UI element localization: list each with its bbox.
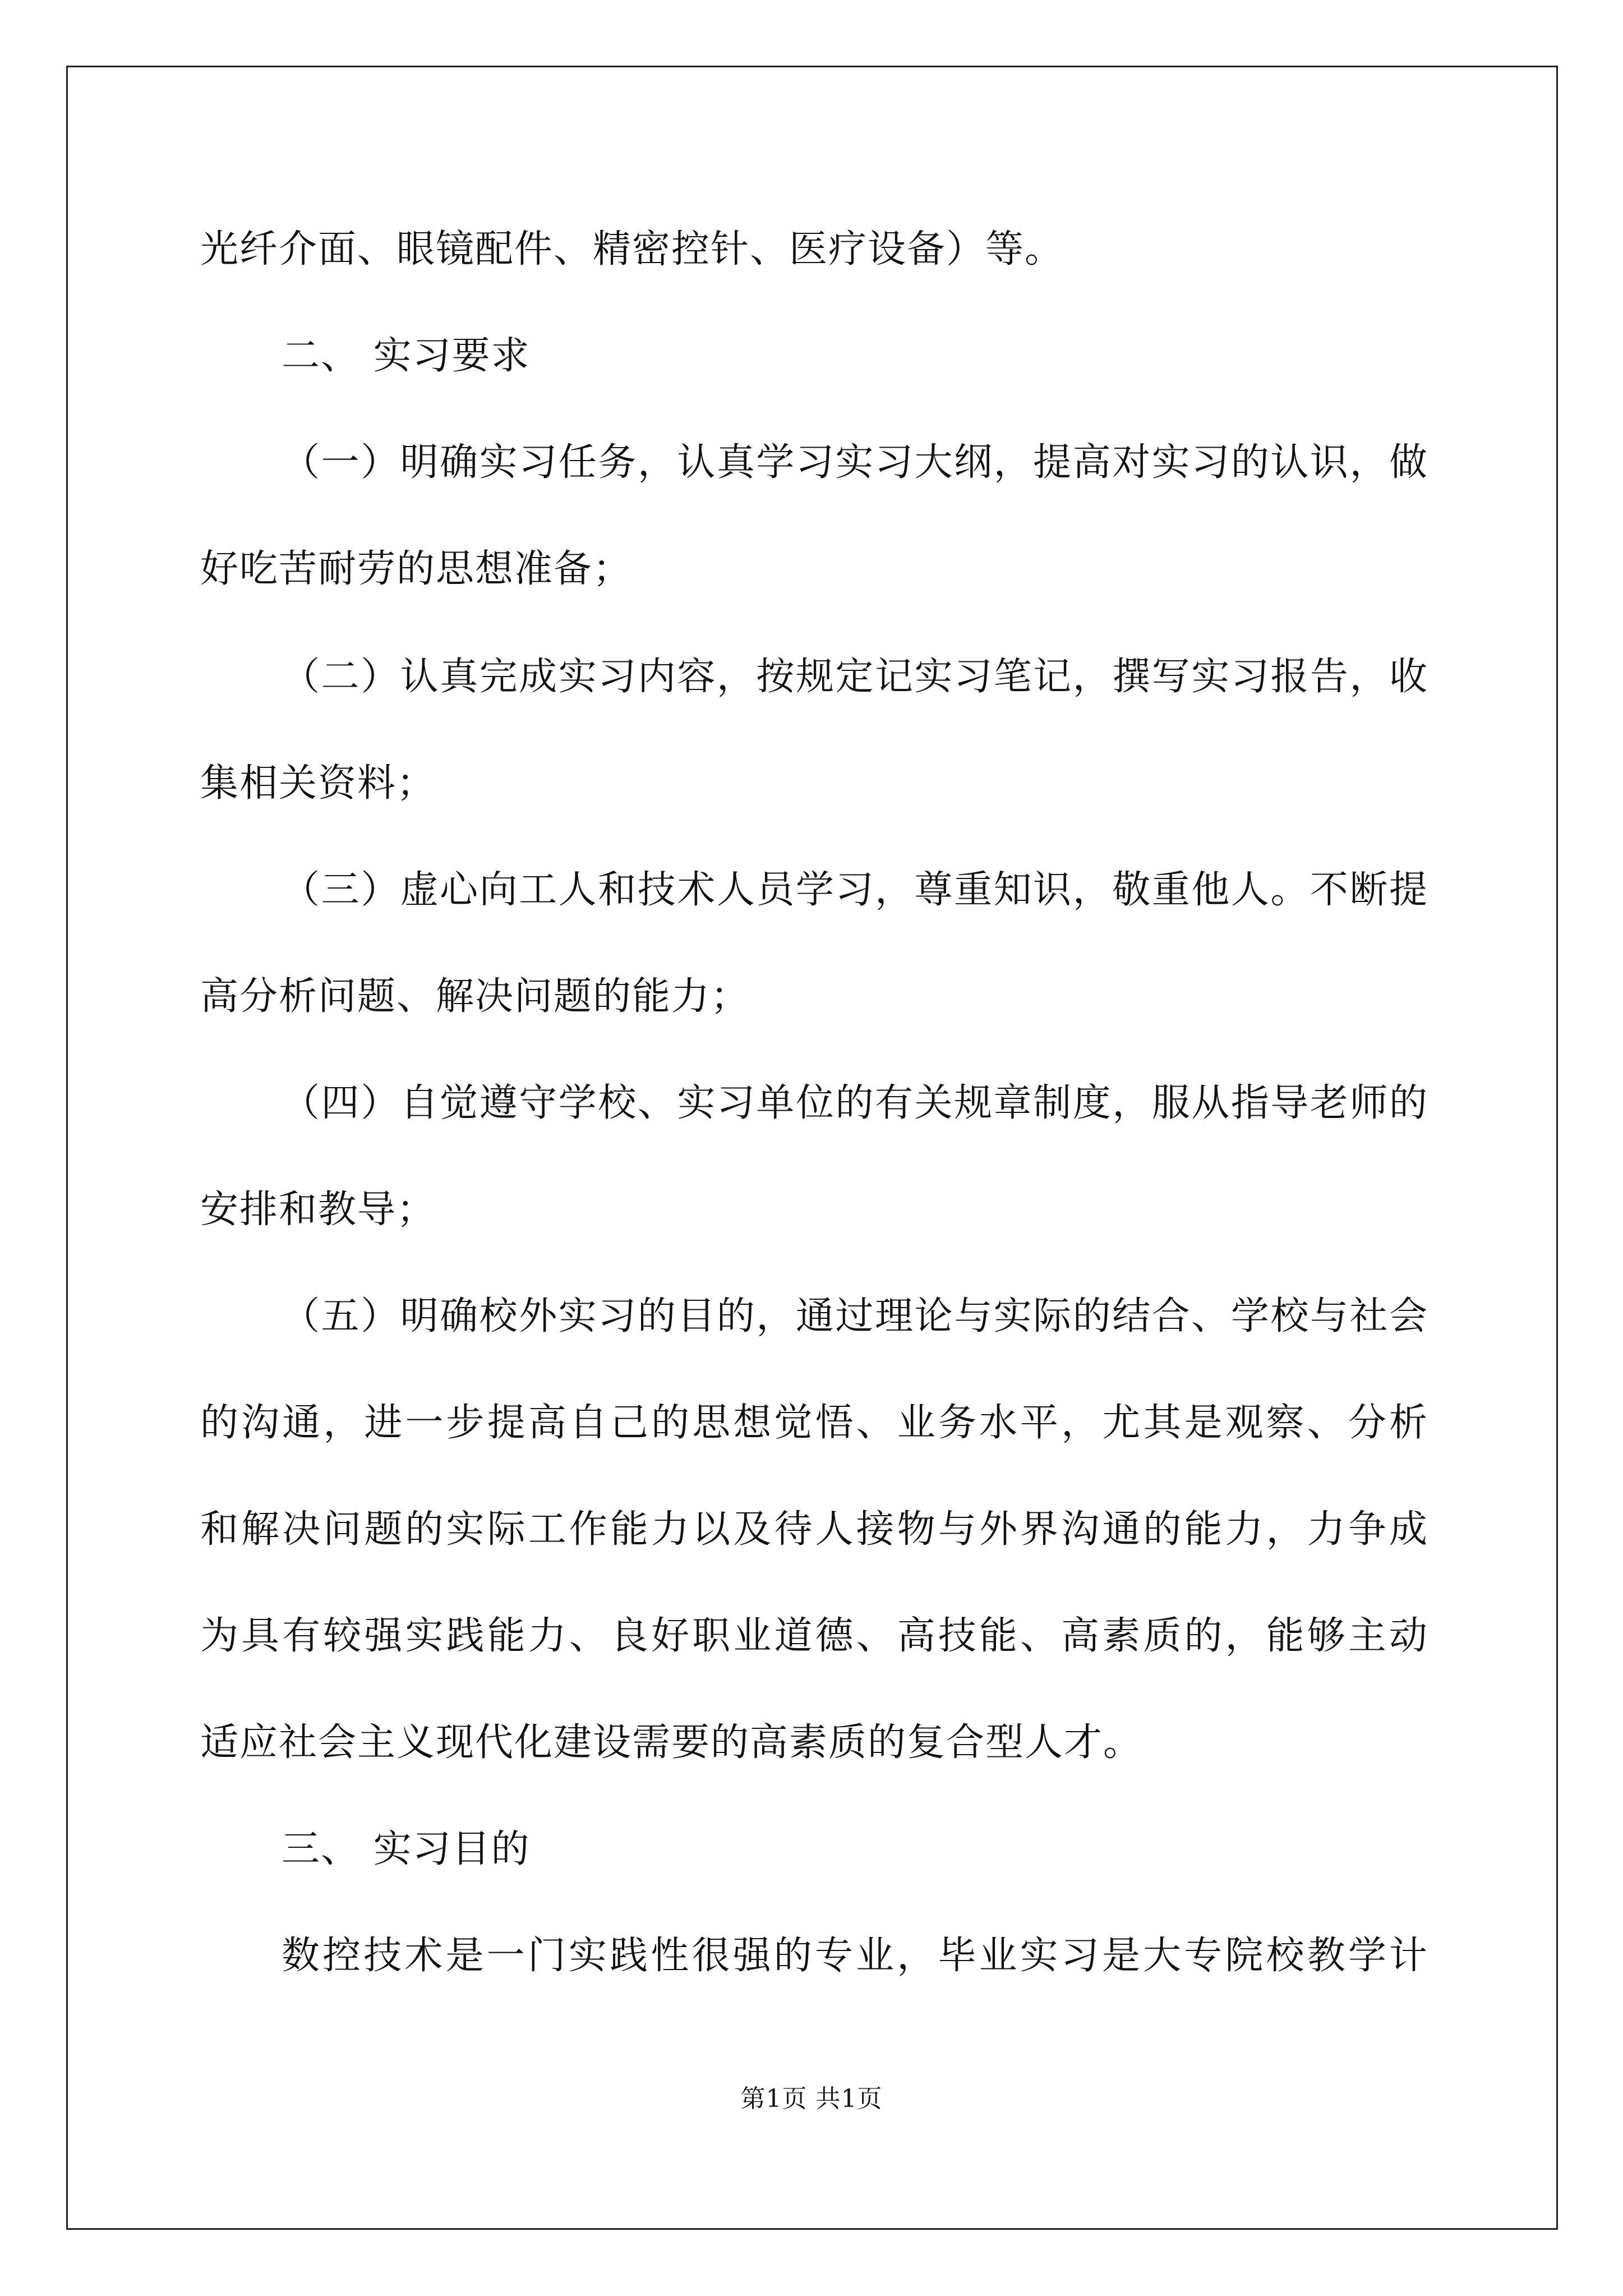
- body-line: 和解决问题的实际工作能力以及待人接物与外界沟通的能力，力争成: [200, 1507, 1428, 1552]
- body-line: （四）自觉遵守学校、实习单位的有关规章制度，服从指导老师的: [282, 1081, 1428, 1125]
- page-number-footer: 第1页 共1页: [740, 2085, 883, 2113]
- body-line: 光纤介面、眼镜配件、精密控针、医疗设备）等。: [200, 227, 1064, 272]
- section-heading: 二、 实习要求: [282, 334, 531, 378]
- body-line: （一）明确实习任务，认真学习实习大纲，提高对实习的认识，做: [282, 440, 1428, 485]
- body-line: 好吃苦耐劳的思想准备；: [200, 547, 633, 591]
- body-line: 数控技术是一门实践性很强的专业，毕业实习是大专院校教学计: [282, 1934, 1428, 1978]
- body-line: 安排和教导；: [200, 1188, 436, 1232]
- body-line: 为具有较强实践能力、良好职业道德、高技能、高素质的，能够主动: [200, 1614, 1428, 1658]
- body-line: 集相关资料；: [200, 761, 436, 806]
- body-line: 适应社会主义现代化建设需要的高素质的复合型人才。: [200, 1720, 1143, 1765]
- body-line: （二）认真完成实习内容，按规定记实习笔记，撰写实习报告，收: [282, 655, 1428, 699]
- body-line: 的沟通，进一步提高自己的思想觉悟、业务水平，尤其是观察、分析: [200, 1401, 1428, 1445]
- section-heading: 三、 实习目的: [282, 1827, 531, 1871]
- body-line: 高分析问题、解决问题的能力；: [200, 974, 750, 1019]
- body-line: （五）明确校外实习的目的，通过理论与实际的结合、学校与社会: [282, 1294, 1428, 1338]
- page-border: [66, 66, 1558, 2230]
- body-line: （三）虚心向工人和技术人员学习，尊重知识，敬重他人。不断提: [282, 868, 1428, 912]
